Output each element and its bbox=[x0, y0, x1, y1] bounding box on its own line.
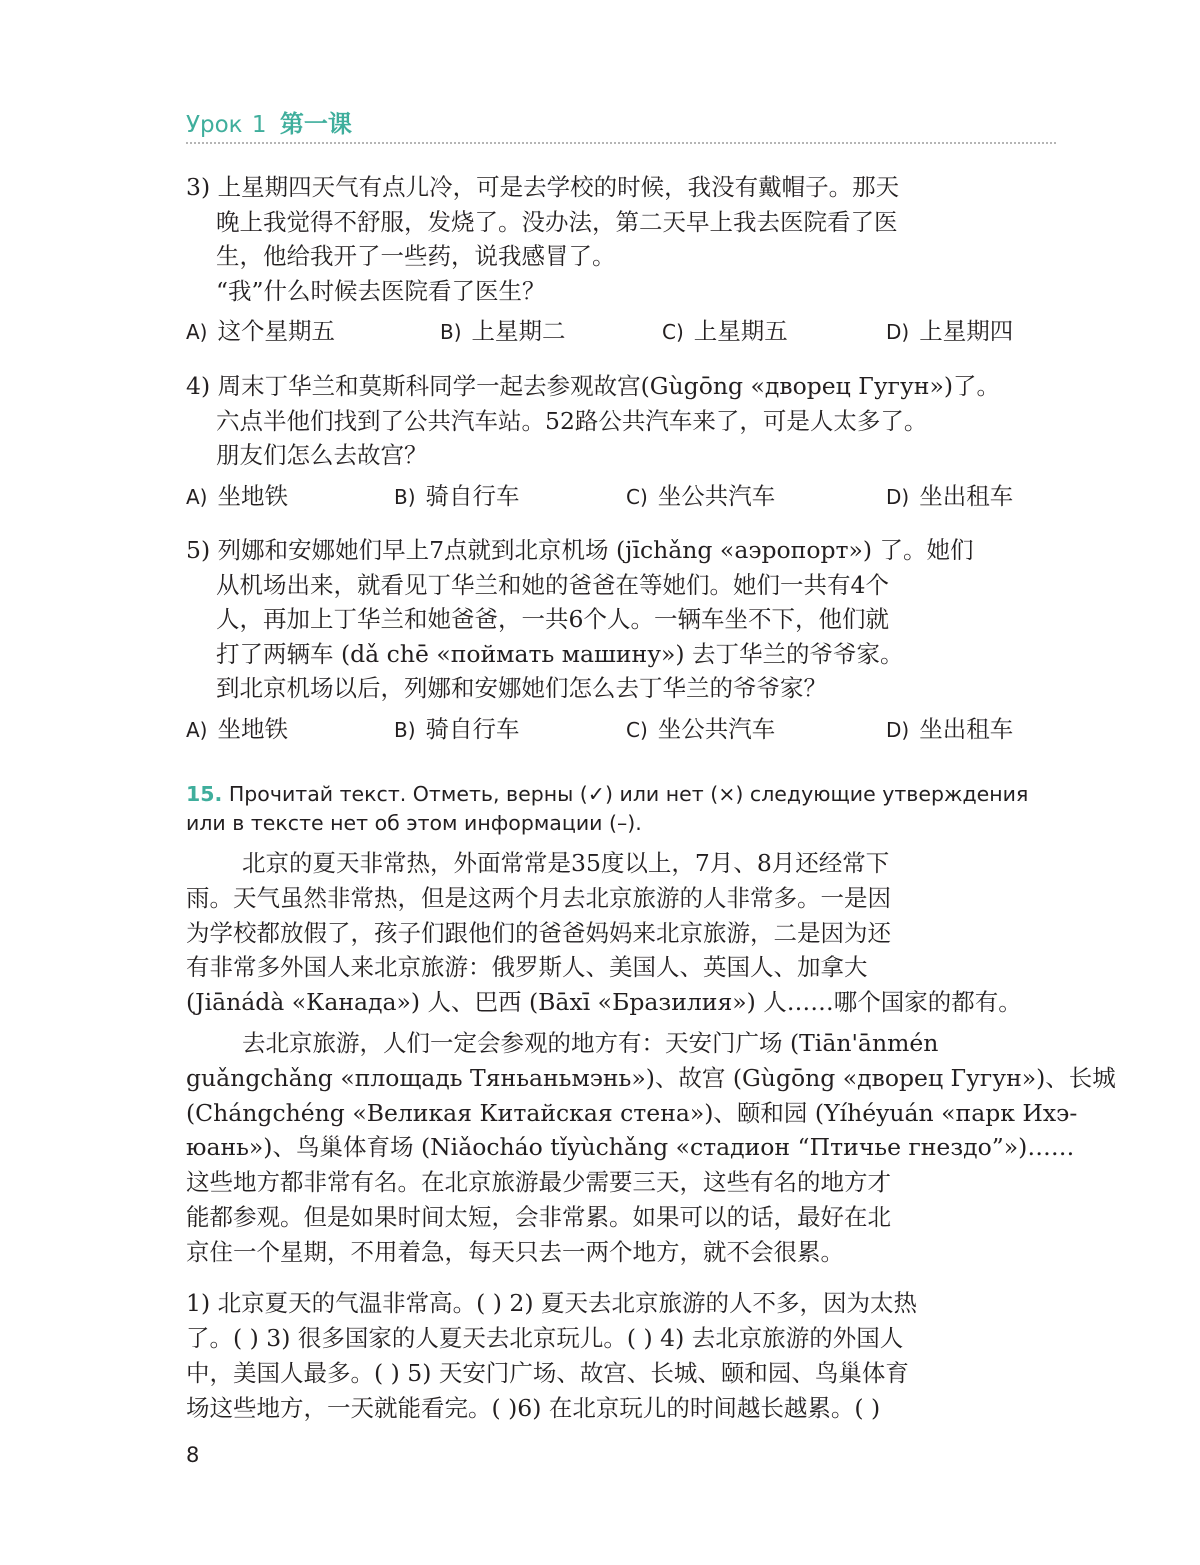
statements-list bbox=[186, 1286, 1058, 1426]
question-line: 六点半他们找到了公共汽车站。52路公共汽车来了，可是人太多了。 bbox=[216, 406, 928, 435]
task-instruction-line: Прочитай текст. Отметь, верны (✓) или нет (×) следующие утверждения bbox=[228, 782, 1029, 806]
task-number: 15. bbox=[186, 782, 223, 806]
lesson-chinese-title: 第一课 bbox=[279, 110, 352, 138]
option-a: A) 这个星期五 bbox=[186, 317, 335, 345]
question-line: 打了两辆车 (dǎ chē «поймать машину») 去丁华兰的爷爷家。 bbox=[216, 639, 904, 668]
paragraph-line: 能都参观。但是如果时间太短，会非常累。如果可以的话，最好在北 bbox=[186, 1202, 891, 1231]
paragraph-line: 有非常多外国人来北京旅游：俄罗斯人、美国人、英国人、加拿大 bbox=[186, 953, 868, 982]
paragraph-line: (Chángchéng «Великая Китайская стена»)、颐和园 (Yíhéyuán «парк Ихэ- bbox=[186, 1098, 1078, 1127]
question-line: 4) 周末丁华兰和莫斯科同学一起去参观故宫(Gùgōng «дворец Гугун»)了。 bbox=[186, 372, 1000, 400]
question-line: 从机场出来，就看见丁华兰和她的爸爸在等她们。她们一共有4个 bbox=[216, 570, 889, 599]
page-number: 8 bbox=[186, 1443, 200, 1467]
paragraph-line: 去北京旅游，人们一定会参观的地方有：天安门广场 (Tiān'ānmén bbox=[242, 1029, 939, 1057]
option-b: B) 上星期二 bbox=[440, 317, 566, 345]
paragraph-line: 这些地方都非常有名。在北京旅游最少需要三天，这些有名的地方才 bbox=[186, 1168, 891, 1197]
option-a: A) 坐地铁 bbox=[186, 481, 288, 510]
option-a: A) 坐地铁 bbox=[186, 714, 288, 743]
header-divider bbox=[186, 142, 1056, 144]
option-d: D) 坐出租车 bbox=[886, 481, 1014, 510]
reading-paragraph-2 bbox=[186, 1026, 1116, 1270]
paragraph-line: 雨。天气虽然非常热，但是这两个月去北京旅游的人非常多。一是因 bbox=[186, 883, 891, 912]
paragraph-line: 京住一个星期，不用着急，每天只去一两个地方，就不会很累。 bbox=[186, 1237, 844, 1266]
statements-line: 了。( ) 3) 很多国家的人夏天去北京玩儿。( ) 4) 去北京旅游的外国人 bbox=[186, 1324, 904, 1352]
option-d: D) 上星期四 bbox=[886, 317, 1014, 345]
statements-line: 中，美国人最多。( ) 5) 天安门广场、故宫、长城、颐和园、鸟巢体育 bbox=[186, 1359, 909, 1387]
question-4 bbox=[186, 369, 1056, 515]
lesson-header bbox=[186, 108, 1056, 141]
reading-paragraph-1 bbox=[186, 846, 1058, 1020]
option-b: B) 骑自行车 bbox=[394, 714, 520, 743]
question-prompt: 到北京机场以后，列娜和安娜她们怎么去丁华兰的爷爷家？ bbox=[216, 674, 827, 702]
paragraph-line: 北京的夏天非常热，外面常常是35度以上，7月、8月还经常下 bbox=[242, 849, 890, 877]
statements-line: 场这些地方，一天就能看完。( )6) 在北京玩儿的时间越长越累。( ) bbox=[186, 1394, 881, 1422]
question-3 bbox=[186, 170, 1056, 350]
paragraph-line: юань»)、鸟巢体育场 (Niǎocháo tǐyùchǎng «стадион “Птичье гнездо”»)…… bbox=[186, 1133, 1075, 1162]
paragraph-line: guǎngchǎng «площадь Тяньаньмэнь»)、故宫 (Gùgōng «дворец Гугун»)、长城 bbox=[186, 1063, 1116, 1092]
lesson-label: Урок bbox=[186, 112, 243, 138]
answer-options bbox=[186, 314, 1056, 350]
question-5 bbox=[186, 533, 1056, 748]
option-c: C) 上星期五 bbox=[662, 317, 788, 345]
paragraph-line: 为学校都放假了，孩子们跟他们的爸爸妈妈来北京旅游，二是因为还 bbox=[186, 918, 891, 947]
answer-options bbox=[186, 479, 1056, 515]
question-prompt: 朋友们怎么去故宫？ bbox=[216, 441, 428, 469]
answer-options bbox=[186, 712, 1056, 748]
question-line: 5) 列娜和安娜她们早上7点就到北京机场 (jīchǎng «аэропорт») 了。她们 bbox=[186, 536, 974, 564]
option-c: C) 坐公共汽车 bbox=[626, 481, 776, 510]
option-d: D) 坐出租车 bbox=[886, 714, 1014, 743]
task-15-instructions bbox=[186, 780, 1058, 838]
question-line: 晚上我觉得不舒服，发烧了。没办法，第二天早上我去医院看了医 bbox=[216, 207, 898, 236]
question-line: 人，再加上丁华兰和她爸爸，一共6个人。一辆车坐不下，他们就 bbox=[216, 605, 889, 633]
question-line: 生，他给我开了一些药，说我感冒了。 bbox=[216, 242, 616, 270]
lesson-number: 1 bbox=[251, 112, 267, 138]
task-instruction-line: или в тексте нет об этом информации (–). bbox=[186, 811, 642, 835]
statements-line: 1) 北京夏天的气温非常高。( ) 2) 夏天去北京旅游的人不多，因为太热 bbox=[186, 1289, 917, 1317]
option-b: B) 骑自行车 bbox=[394, 481, 520, 510]
paragraph-line: (Jiānádà «Канада») 人、巴西 (Bāxī «Бразилия») 人……哪个国家的都有。 bbox=[186, 988, 1022, 1017]
question-line: 3) 上星期四天气有点儿冷，可是去学校的时候，我没有戴帽子。那天 bbox=[186, 173, 900, 201]
option-c: C) 坐公共汽车 bbox=[626, 714, 776, 743]
question-prompt: “我”什么时候去医院看了医生？ bbox=[216, 276, 546, 305]
